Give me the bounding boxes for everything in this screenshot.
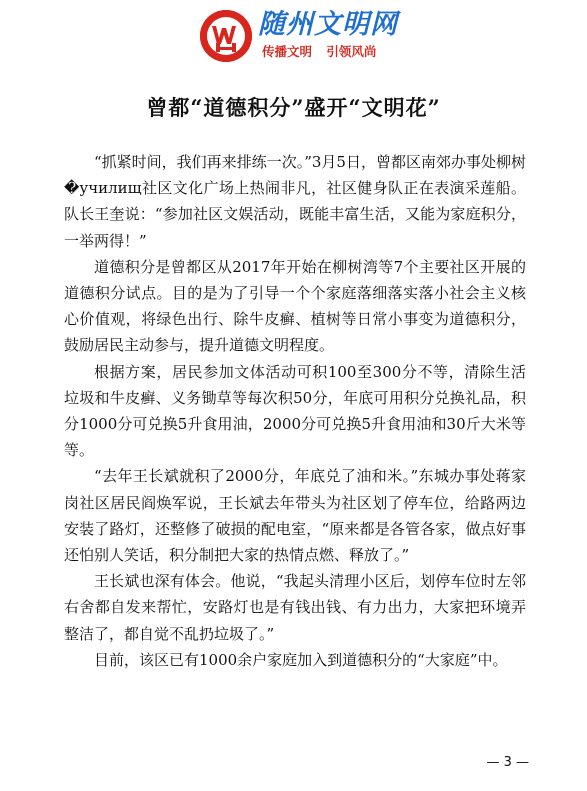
paragraph: “去年王长斌就积了2000分，年底兑了油和米。”东城办事处蒋家岗社区居民阎焕军说，王长斌去年带头为社区划了停车位，给路两边安装了路灯，还整修了破损的配电室，“原来都是各管各家，做点好事还怕别人笑话，积分制把大家的热情点燃、释放了。”: [64, 467, 526, 565]
site-logo: [200, 8, 400, 68]
paragraph: 目前，该区已有1000余户家庭加入到道德积分的“大家庭”中。: [94, 650, 508, 669]
slogan-part-1: 传播文明: [262, 44, 313, 59]
article-title: 曾都“道德积分”盛开“文明花”: [146, 95, 441, 120]
paragraph: 王长斌也深有体会。他说，“我起头清理小区后，划停车位时左邻右舍都自发来帮忙，安路灯也是有钱出钱、有力出力，大家把环境弄整洁了，都自觉不乱扔垃圾了。”: [64, 572, 526, 643]
logo-title: 随州文明网: [258, 9, 398, 40]
logo-slogan: [262, 44, 376, 60]
wmw-emblem-graphic: [200, 10, 252, 62]
article-body: [64, 149, 526, 673]
wmw-emblem-icon: [200, 10, 252, 62]
page-number: — 3 —: [486, 755, 529, 770]
paragraph: “抓紧时间，我们再来排练一次。”3月5日，曾都区南郊办事处柳树�училищ社区文化广场上热闹非凡，社区健身队正在表演采莲船。队长王奎说：“参加社区文娱活动，既能丰富生活，又能为家庭积分，一举两得！”: [64, 153, 526, 250]
slogan-part-2: 引领风尚: [326, 44, 377, 59]
paragraph: 道德积分是曾都区从2017年开始在柳树湾等7个主要社区开展的道德积分试点。目的是为了引导一个个家庭落细落实落小社会主义核心价值观，将绿色出行、除牛皮癣、植树等日常小事变为道德积分，鼓励居民主动参与，提升道德文明程度。: [64, 257, 526, 355]
paragraph: 根据方案，居民参加文体活动可积100至300分不等，清除生活垃圾和牛皮癣、义务锄草等每次积50分，年底可用积分兑换礼品，积分1000分可兑换5升食用油，2000分可兑换5升食用油和30斤大米等等。: [64, 362, 526, 460]
